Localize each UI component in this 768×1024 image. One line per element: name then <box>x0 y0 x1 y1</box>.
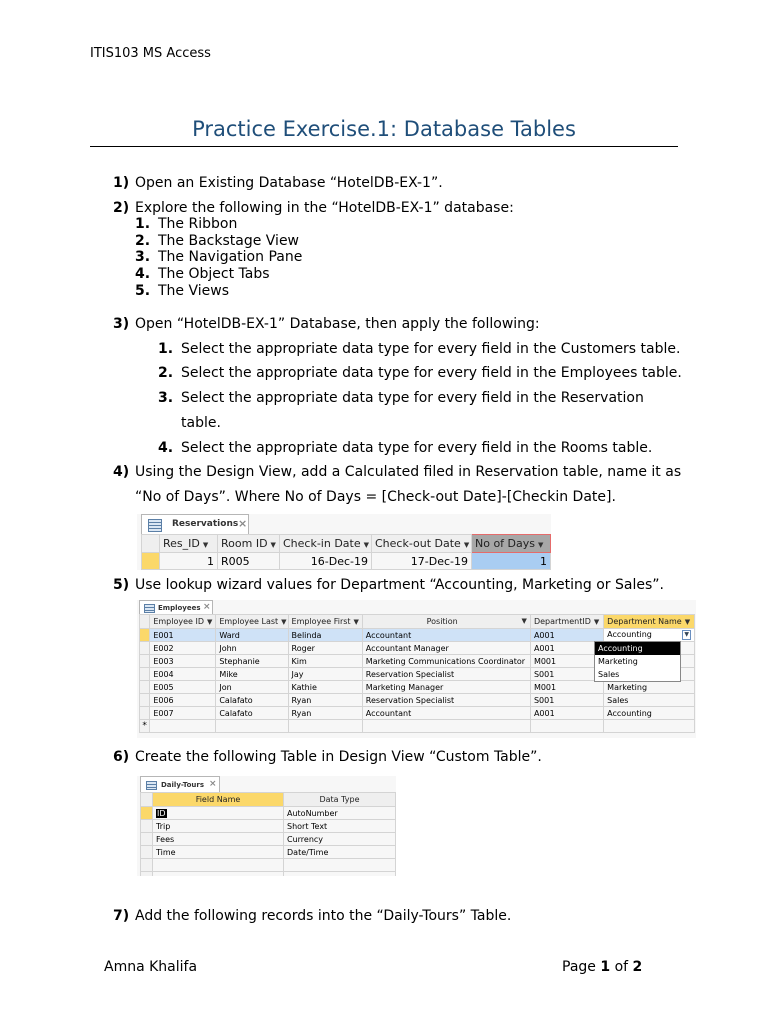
item-3-sub-2-text: Select the appropriate data type for every field in the Employees table. <box>181 365 682 381</box>
item-4-text-line-2: “No of Days”. Where No of Days = [Check-out Date]-[Checkin Date]. <box>135 489 616 505</box>
item-3-sub-3-number: 3. <box>158 390 174 406</box>
table-row <box>141 833 396 846</box>
cell: Ryan <box>288 694 362 707</box>
item-2-sub-5-number: 5. <box>135 283 151 299</box>
new-record-marker: * <box>140 720 150 733</box>
page-header: ITIS103 MS Access <box>90 46 211 61</box>
item-4-number: 4) <box>113 464 130 480</box>
cell: Accountant <box>362 707 530 720</box>
department-combo-cell: Accounting ▼ <box>604 629 695 642</box>
cell: Currency <box>284 833 396 846</box>
cell: Reservation Specialist <box>362 668 530 681</box>
item-3-sub-3-continuation: table. <box>181 415 221 431</box>
new-record-row <box>140 720 695 733</box>
page-title: Practice Exercise.1: Database Tables <box>192 117 576 141</box>
cell: Kim <box>288 655 362 668</box>
item-2-sub-4-number: 4. <box>135 266 151 282</box>
cell: Marketing Manager <box>362 681 530 694</box>
dropdown-option-selected: Accounting <box>595 642 680 655</box>
cell: Reservation Specialist <box>362 694 530 707</box>
dropdown-arrow-icon: ▼ <box>684 618 691 626</box>
row-selector-header <box>140 615 150 629</box>
item-7-number: 7) <box>113 908 130 924</box>
table-row <box>142 553 551 570</box>
column-header: Check-out Date ▼ <box>372 535 472 553</box>
column-header: Res_ID ▼ <box>160 535 218 553</box>
table-row <box>140 707 695 720</box>
column-header-highlighted: Department Name ▼ <box>604 615 695 629</box>
table-row <box>141 807 396 820</box>
dropdown-arrow-icon: ▼ <box>270 541 276 549</box>
column-header: Employee ID ▼ <box>150 615 216 629</box>
cell: Ward <box>216 629 288 642</box>
employees-tab-label: Employees <box>158 604 201 612</box>
cell: Sales <box>604 694 695 707</box>
cell: S001 <box>530 694 603 707</box>
dropdown-arrow-icon: ▼ <box>353 618 359 626</box>
cell: M001 <box>530 681 603 694</box>
column-header: Data Type <box>284 793 396 807</box>
chevron-down-icon: ▼ <box>684 631 689 638</box>
table-row <box>140 694 695 707</box>
table-row <box>141 846 396 859</box>
row-selector <box>140 642 150 655</box>
cell: Ryan <box>288 707 362 720</box>
table-icon <box>148 519 162 532</box>
item-3-number: 3) <box>113 316 130 332</box>
reservations-tab-label: Reservations <box>172 519 239 529</box>
column-header: Room ID ▼ <box>218 535 280 553</box>
cell: Jon <box>216 681 288 694</box>
cell: John <box>216 642 288 655</box>
cell: AutoNumber <box>284 807 396 820</box>
item-2-number: 2) <box>113 200 130 216</box>
dropdown-arrow-icon: ▼ <box>202 541 209 549</box>
cell: M001 <box>530 655 603 668</box>
row-selector <box>140 694 150 707</box>
column-header: Check-in Date ▼ <box>280 535 372 553</box>
item-6-text: Create the following Table in Design View “Custom Table”. <box>135 749 542 765</box>
cell: Mike <box>216 668 288 681</box>
cell: Jay <box>288 668 362 681</box>
item-7-text: Add the following records into the “Daily-Tours” Table. <box>135 908 512 924</box>
item-1-text: Open an Existing Database “HotelDB-EX-1”. <box>135 175 443 191</box>
item-3-sub-4-number: 4. <box>158 440 174 456</box>
row-selector-header <box>142 535 160 553</box>
daily-tours-tab-label: Daily-Tours <box>161 781 205 789</box>
cell: Date/Time <box>284 846 396 859</box>
column-header: Position ▼ <box>362 615 530 629</box>
row-selector <box>142 553 160 570</box>
cell: E005 <box>150 681 216 694</box>
cell: E003 <box>150 655 216 668</box>
cell: E006 <box>150 694 216 707</box>
daily-tours-design-grid <box>140 792 396 876</box>
cell: 17-Dec-19 <box>372 553 472 570</box>
cell: 16-Dec-19 <box>280 553 372 570</box>
cell <box>153 807 284 820</box>
item-2-sub-5-text: The Views <box>158 283 230 299</box>
column-header: Employee Last ▼ <box>216 615 288 629</box>
row-selector <box>141 833 153 846</box>
item-1-number: 1) <box>113 175 130 191</box>
cell: R005 <box>218 553 280 570</box>
cell: Trip <box>153 820 284 833</box>
cell: Marketing <box>604 681 695 694</box>
item-2-sub-1-text: The Ribbon <box>158 216 238 232</box>
table-row <box>141 872 396 877</box>
row-selector-header <box>141 793 153 807</box>
title-rule <box>90 146 678 147</box>
table-row <box>141 820 396 833</box>
department-dropdown-list <box>594 641 681 682</box>
column-header: Employee First ▼ <box>288 615 362 629</box>
item-2-sub-4-text: The Object Tabs <box>158 266 270 282</box>
dropdown-arrow-icon: ▼ <box>521 617 527 625</box>
item-5-text: Use lookup wizard values for Department “Accounting, Marketing or Sales”. <box>135 577 664 593</box>
cell: Marketing Communications Coordinator <box>362 655 530 668</box>
table-row <box>140 681 695 694</box>
item-2-sub-2-number: 2. <box>135 233 151 249</box>
close-icon: × <box>238 517 248 530</box>
daily-tours-screenshot <box>137 776 396 876</box>
close-icon: × <box>209 779 217 789</box>
employees-screenshot <box>137 600 696 738</box>
row-selector <box>140 668 150 681</box>
row-selector <box>141 872 153 877</box>
item-2-text: Explore the following in the “HotelDB-EX-1” database: <box>135 200 514 216</box>
cell: Calafato <box>216 707 288 720</box>
item-2-sub-3-text: The Navigation Pane <box>158 249 303 265</box>
dropdown-option: Sales <box>598 670 620 679</box>
table-icon <box>146 781 157 790</box>
cell: Accountant <box>362 629 530 642</box>
employees-tab <box>139 600 213 614</box>
cell: Short Text <box>284 820 396 833</box>
dropdown-arrow-icon: ▼ <box>207 618 213 626</box>
cell: S001 <box>530 668 603 681</box>
dropdown-arrow-icon: ▼ <box>281 618 287 626</box>
row-selector <box>140 655 150 668</box>
cell: A001 <box>530 642 603 655</box>
column-header-highlighted: Field Name <box>153 793 284 807</box>
reservations-grid <box>141 534 551 570</box>
cell: Calafato <box>216 694 288 707</box>
row-selector <box>140 629 150 642</box>
dropdown-arrow-icon: ▼ <box>538 541 544 549</box>
cell: A001 <box>530 707 603 720</box>
item-3-sub-3-text: Select the appropriate data type for every field in the Reservation <box>181 390 644 406</box>
cell: E001 <box>150 629 216 642</box>
table-row <box>141 859 396 872</box>
row-selector <box>140 681 150 694</box>
item-3-sub-2-number: 2. <box>158 365 174 381</box>
table-row-selected <box>140 629 695 642</box>
row-selector <box>141 820 153 833</box>
cell: Accountant Manager <box>362 642 530 655</box>
item-5-number: 5) <box>113 577 130 593</box>
footer-page-number: Page 1 of 2 <box>562 959 643 975</box>
cell: Fees <box>153 833 284 846</box>
column-header-selected: No of Days ▼ <box>472 535 551 553</box>
cell: 1 <box>472 553 551 570</box>
reservations-tab <box>141 514 249 534</box>
selected-text: ID <box>157 808 166 818</box>
item-3-sub-4-text: Select the appropriate data type for every field in the Rooms table. <box>181 440 653 456</box>
dropdown-arrow-icon: ▼ <box>463 541 470 549</box>
row-selector <box>141 807 153 820</box>
item-2-sub-1-number: 1. <box>135 216 151 232</box>
item-2-sub-3-number: 3. <box>135 249 151 265</box>
cell: Accounting <box>604 707 695 720</box>
item-2-sub-2-text: The Backstage View <box>158 233 300 249</box>
item-3-sub-1-number: 1. <box>158 341 174 357</box>
close-icon: × <box>203 602 211 612</box>
cell: E007 <box>150 707 216 720</box>
row-selector <box>141 859 153 872</box>
cell: Roger <box>288 642 362 655</box>
cell: A001 <box>530 629 603 642</box>
row-selector <box>141 846 153 859</box>
column-header: DepartmentID ▼ <box>530 615 603 629</box>
cell: E002 <box>150 642 216 655</box>
row-selector <box>140 707 150 720</box>
table-icon <box>144 604 155 613</box>
cell: Time <box>153 846 284 859</box>
cell: Stephanie <box>216 655 288 668</box>
footer-author: Amna Khalifa <box>104 959 198 975</box>
item-4-text-line-1: Using the Design View, add a Calculated filed in Reservation table, name it as <box>135 464 682 480</box>
cell: Belinda <box>288 629 362 642</box>
dropdown-option: Marketing <box>598 657 638 666</box>
cell: 1 <box>160 553 218 570</box>
dropdown-arrow-icon: ▼ <box>593 618 600 626</box>
cell: E004 <box>150 668 216 681</box>
item-6-number: 6) <box>113 749 130 765</box>
cell: Kathie <box>288 681 362 694</box>
daily-tours-tab <box>140 776 220 792</box>
item-3-sub-1-text: Select the appropriate data type for every field in the Customers table. <box>181 341 681 357</box>
item-3-text: Open “HotelDB-EX-1” Database, then apply the following: <box>135 316 540 332</box>
dropdown-arrow-icon: ▼ <box>363 541 370 549</box>
reservations-screenshot <box>137 514 551 570</box>
